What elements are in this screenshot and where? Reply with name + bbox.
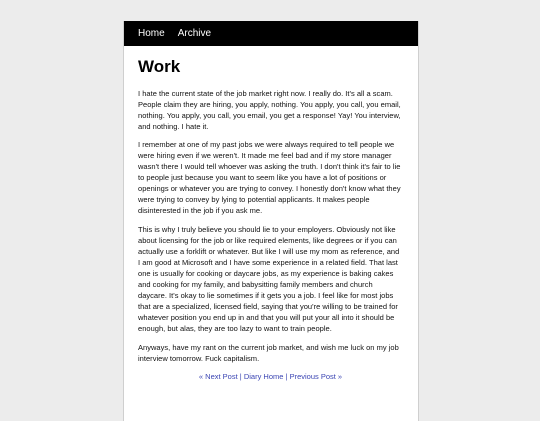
post-paragraph-3: This is why I truly believe you should lie to your employers. Obviously not like about licensing for the job or like required elements, like degrees or if you can actually use a forklift or whatever. But like I will use my mom as reference, and I am good at Microsoft and I have some experience in a related field. That last one is usually for cooking or daycare jobs, as my experience is baking cakes and cooking for my family, and babysitting family members and church daycare. It's okay to lie sometimes if it gets you a job. I feel like for most jobs that are a specialized, licensed field, saying that you're willing to be trained for whatever position you end up in and that you will put your all into it should be enough, but alas, they are too lazy to want to train people.	[138, 224, 400, 334]
diary-home-link[interactable]: Diary Home	[243, 371, 284, 381]
top-navbar	[124, 21, 418, 46]
next-post-link[interactable]: « Next Post	[198, 371, 238, 381]
post-paragraph-2: I remember at one of my past jobs we were always required to tell people we were hiring even if we weren't. It made me feel bad and if my store manager wasn't there I would tell whoever was asking the truth. I don't think it's fair to lie to people just because you want to seem like you have a lot of positions or openings or whatever you are trying to convey. I honestly don't know what they were trying to convey by lying to potential applicants. It makes people disinterested in the job if you ask me.	[138, 139, 401, 216]
post-footer-nav	[138, 371, 403, 382]
post-paragraph-4: Anyways, have my rant on the current job market, and wish me luck on my job interview tomorrow. Fuck capitalism.	[138, 342, 399, 363]
diary-page	[123, 21, 419, 421]
footer-separator: |	[239, 371, 242, 381]
nav-archive-link[interactable]: Archive	[177, 27, 212, 39]
previous-post-link[interactable]: Previous Post »	[289, 371, 343, 381]
post-title: Work	[138, 57, 181, 76]
nav-home-link[interactable]: Home	[138, 27, 165, 39]
footer-separator: |	[285, 371, 288, 381]
post-paragraph-1: I hate the current state of the job market right now. I really do. It's all a scam. People claim they are hiring, you apply, nothing. You apply, you call, you email, nothing. You apply, you call, you email, you get a response! Yay! You interview, and nothing. I hate it.	[138, 88, 401, 131]
post-content	[124, 46, 418, 382]
